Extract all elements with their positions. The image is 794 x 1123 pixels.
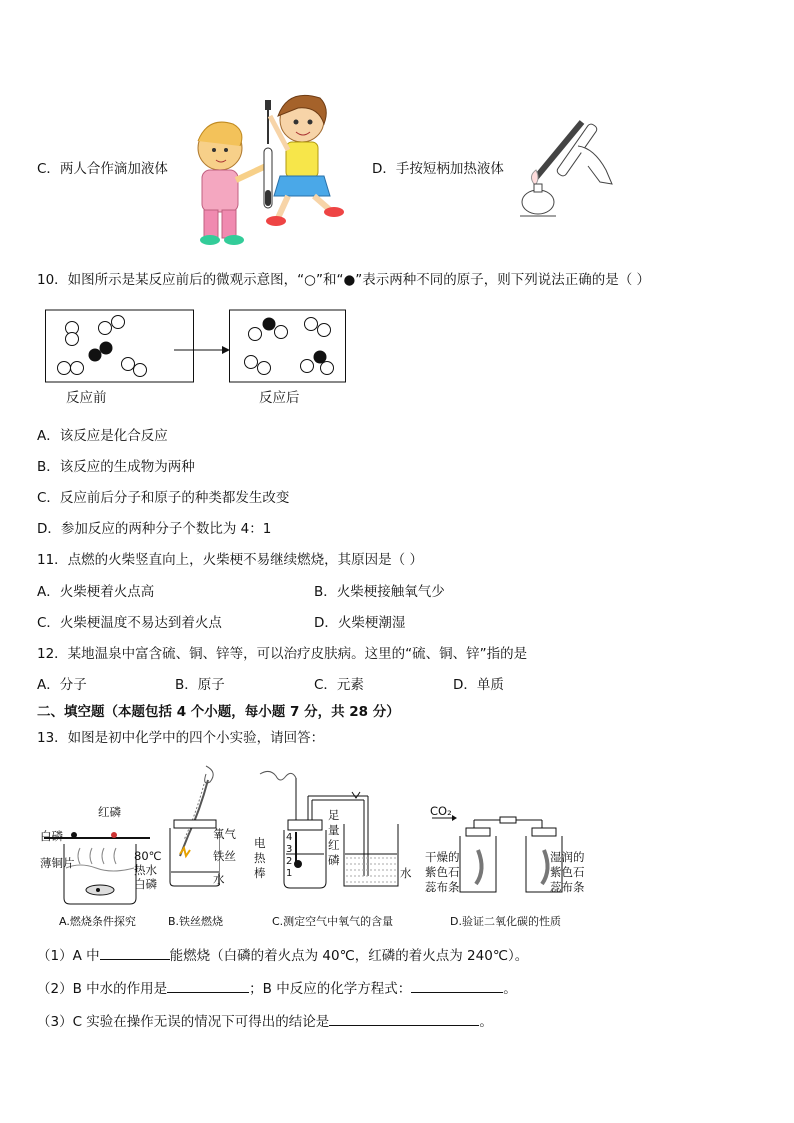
fig-a-label-copper-sheet: 薄铜片 xyxy=(40,856,75,870)
reaction-micro-diagram xyxy=(44,306,354,384)
white-atom xyxy=(134,364,147,377)
white-atom xyxy=(71,362,84,375)
white-atom xyxy=(318,324,331,337)
q13-sub2-blank-1[interactable] xyxy=(167,978,249,993)
white-atom xyxy=(249,328,262,341)
q13-sub1-blank[interactable] xyxy=(100,945,170,960)
black-atom xyxy=(100,342,113,355)
white-atom xyxy=(275,326,288,339)
fig-c-caption: C.测定空气中氧气的含量 xyxy=(272,915,394,928)
fig-a-label-white-phosphorus-water: 白磷 xyxy=(134,877,157,891)
fig-d-caption: D.验证二氧化碳的性质 xyxy=(450,915,561,928)
fig-d-right-label-1: 湿润的 xyxy=(550,850,585,864)
fig-c-label-electric-2: 热 xyxy=(254,851,266,865)
fig-c-label-electric-3: 棒 xyxy=(254,866,266,880)
q12-option-b: B．原子 xyxy=(175,677,225,693)
fig-b-label-oxygen: 氧气 xyxy=(213,827,236,841)
white-atom xyxy=(258,362,271,375)
fig-c-scale-2: 2 xyxy=(286,856,293,867)
experiment-b-diagram xyxy=(160,760,220,890)
q13-sub2-middle: ；B 中反应的化学方程式： xyxy=(249,981,412,997)
fig-b-label-water: 水 xyxy=(213,872,225,886)
fig-c-label-red-1: 红 xyxy=(328,838,340,852)
q13-sub3-prefix: （3）C 实验在操作无误的情况下可得出的结论是 xyxy=(37,1014,330,1030)
black-atom xyxy=(89,349,102,362)
children-dropping-liquid-illustration xyxy=(178,86,356,250)
white-atom xyxy=(245,356,258,369)
q11-stem: 11．点燃的火柴竖直向上，火柴梗不易继续燃烧，其原因是（ ） xyxy=(37,552,423,568)
white-atom xyxy=(122,358,135,371)
heating-test-tube-illustration xyxy=(514,118,614,228)
q13-sub3 xyxy=(37,1011,493,1031)
after-reaction-label: 反应后 xyxy=(259,390,300,406)
fig-d-left-label-2: 紫色石 xyxy=(425,865,460,879)
q13-sub2-prefix: （2）B 中水的作用是 xyxy=(37,981,168,997)
fig-d-right-label-2: 紫色石 xyxy=(550,865,585,879)
q10-stem: 10．如图所示是某反应前后的微观示意图，“○”和“●”表示两种不同的原子，则下列说法正确的是（ ） xyxy=(37,272,651,288)
q10-option-a: A．该反应是化合反应 xyxy=(37,428,168,444)
fig-c-label-red-2: 磷 xyxy=(328,853,340,867)
q13-sub2-blank-2[interactable] xyxy=(411,978,503,993)
black-atom xyxy=(263,318,276,331)
fig-d-left-label-3: 蕊布条 xyxy=(425,880,460,894)
q13-sub3-blank[interactable] xyxy=(329,1011,479,1026)
white-atom xyxy=(301,360,314,373)
fig-b-caption: B.铁丝燃烧 xyxy=(168,915,224,928)
q12-option-a: A．分子 xyxy=(37,677,87,693)
fig-a-label-white-phosphorus: 白磷 xyxy=(40,829,63,843)
fig-a-label-hot-water: 热水 xyxy=(134,863,157,877)
fig-d-left-label-1: 干燥的 xyxy=(425,850,460,864)
before-reaction-label: 反应前 xyxy=(66,390,107,406)
q9-option-c: C．两人合作滴加液体 xyxy=(37,161,168,177)
white-atom xyxy=(99,322,112,335)
q10-option-d: D．参加反应的两种分子个数比为 4：1 xyxy=(37,521,272,537)
fig-a-caption: A.燃烧条件探究 xyxy=(59,915,136,928)
q13-sub1-prefix: （1）A 中 xyxy=(37,948,100,964)
fig-d-label-co2: CO₂ xyxy=(430,804,452,818)
fig-c-label-electric-1: 电 xyxy=(254,836,266,850)
q11-option-c: C．火柴梗温度不易达到着火点 xyxy=(37,615,222,631)
fig-c-label-water: 水 xyxy=(400,866,412,880)
q12-option-d: D．单质 xyxy=(453,677,504,693)
q10-option-c: C．反应前后分子和原子的种类都发生改变 xyxy=(37,490,290,506)
q11-option-d: D．火柴梗潮湿 xyxy=(314,615,406,631)
fig-b-label-iron-wire: 铁丝 xyxy=(213,849,236,863)
fig-c-label-enough-2: 量 xyxy=(328,823,340,837)
q11-option-b: B．火柴梗接触氧气少 xyxy=(314,584,445,600)
fig-c-scale-1: 1 xyxy=(286,868,293,879)
q10-option-b: B．该反应的生成物为两种 xyxy=(37,459,195,475)
q13-sub2 xyxy=(37,978,517,998)
fig-c-label-enough-1: 足 xyxy=(328,808,340,822)
q9-option-d: D．手按短柄加热液体 xyxy=(372,161,504,177)
q13-sub1 xyxy=(37,945,528,965)
q13-sub2-suffix: 。 xyxy=(503,981,517,997)
q13-sub1-suffix: 能燃烧（白磷的着火点为 40℃，红磷的着火点为 240℃）。 xyxy=(169,948,529,964)
q12-stem: 12．某地温泉中富含硫、铜、锌等，可以治疗皮肤病。这里的“硫、铜、锌”指的是 xyxy=(37,646,528,662)
q11-option-a: A．火柴梗着火点高 xyxy=(37,584,155,600)
white-atom xyxy=(321,362,334,375)
white-atom xyxy=(66,333,79,346)
q13-stem: 13．如图是初中化学中的四个小实验，请回答： xyxy=(37,730,325,746)
q13-sub3-suffix: 。 xyxy=(479,1014,493,1030)
fig-d-right-label-3: 蕊布条 xyxy=(550,880,585,894)
fig-a-label-red-phosphorus: 红磷 xyxy=(98,805,121,819)
section-heading: 二、填空题（本题包括 4 个小题，每小题 7 分，共 28 分） xyxy=(37,704,400,720)
white-atom xyxy=(305,318,318,331)
fig-c-scale-4: 4 xyxy=(286,832,293,843)
q12-option-c: C．元素 xyxy=(314,677,364,693)
fig-a-label-80c: 80℃ xyxy=(134,849,162,863)
fig-c-scale-3: 3 xyxy=(286,844,293,855)
white-atom xyxy=(58,362,71,375)
white-atom xyxy=(112,316,125,329)
